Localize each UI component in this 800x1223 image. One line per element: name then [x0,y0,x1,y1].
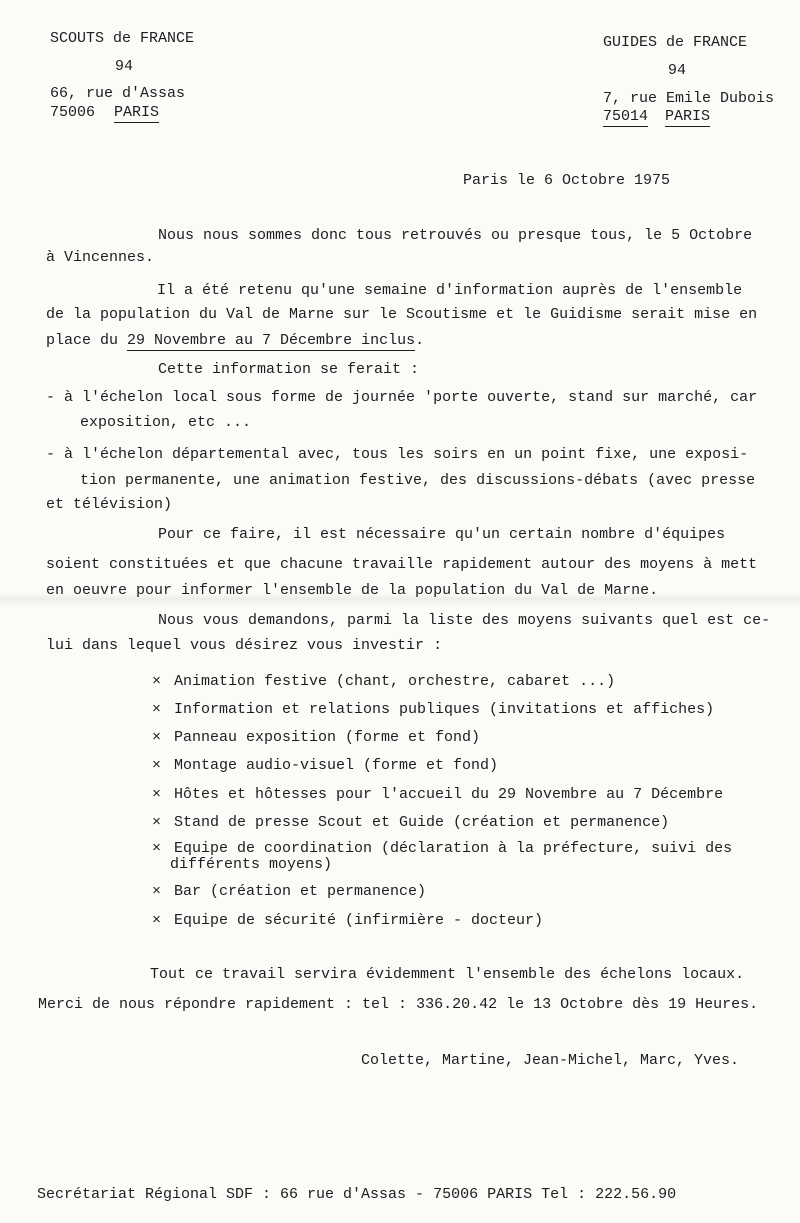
header-right-street: 7, rue Emile Dubois [603,90,775,107]
p3-line1: Cette information se ferait : [158,361,420,378]
bullet-x-icon: × [152,701,162,718]
p5-line1: Nous vous demandons, parmi la liste des moyens suivants quel est ce- [158,612,771,629]
p2-line3-end: . [415,332,425,349]
list-item-text: Equipe de coordination (déclaration à la préfecture, suivi des [174,840,733,857]
p1-line1: Nous nous sommes donc tous retrouvés ou presque tous, le 5 Octobre [158,227,753,244]
header-right-org: GUIDES de FRANCE [603,34,748,51]
list-item-continuation: différents moyens) [170,856,333,873]
bullet-x-icon: × [152,786,162,803]
list-item-text: Bar (création et permanence) [174,883,427,900]
closing-line1: Tout ce travail servira évidemment l'ensemble des échelons locaux. [150,966,745,983]
list-item-text: Hôtes et hôtesses pour l'accueil du 29 Novembre au 7 Décembre [174,786,724,803]
bullet-x-icon: × [152,814,162,831]
header-left-street: 66, rue d'Assas [50,85,186,102]
p2-line1: Il a été retenu qu'une semaine d'information auprès de l'ensemble [157,282,743,299]
list-item [152,814,669,831]
dash2-line3: et télévision) [46,496,173,513]
list-item [152,757,498,774]
date-line: Paris le 6 Octobre 1975 [463,172,671,189]
header-left-postcode: 75006 [50,104,96,121]
p2-date-range: 29 Novembre au 7 Décembre inclus [127,332,416,349]
list-item [152,840,732,857]
header-right-city: PARIS [665,108,711,125]
header-right-citypost [603,108,710,125]
bullet-x-icon: × [152,840,162,857]
list-item-text: Animation festive (chant, orchestre, cabaret ...) [174,673,616,690]
dash2-line1: - à l'échelon départemental avec, tous les soirs en un point fixe, une exposi- [46,446,749,463]
dash1-line2: exposition, etc ... [80,414,252,431]
header-left-org: SCOUTS de FRANCE [50,30,195,47]
header-right-dept: 94 [668,62,687,79]
p2-line3 [46,332,424,349]
list-item [152,883,426,900]
bullet-x-icon: × [152,673,162,690]
list-item-text: Stand de presse Scout et Guide (création et permanence) [174,814,670,831]
p4-line2: soient constituées et que chacune travaille rapidement autour des moyens à mett [46,556,758,573]
signature: Colette, Martine, Jean-Michel, Marc, Yves. [361,1052,740,1069]
header-left-citypost [50,104,159,121]
list-item [152,673,615,690]
p2-line3-start: place du [46,332,119,349]
p1-line2: à Vincennes. [46,249,155,266]
header-right-postcode: 75014 [603,108,649,125]
footer: Secrétariat Régional SDF : 66 rue d'Assas - 75006 PARIS Tel : 222.56.90 [37,1186,677,1203]
header-left-city: PARIS [114,104,160,121]
list-item [152,912,543,929]
bullet-x-icon: × [152,883,162,900]
bullet-x-icon: × [152,912,162,929]
p4-line3: en oeuvre pour informer l'ensemble de la population du Val de Marne. [46,582,659,599]
list-item-text: Panneau exposition (forme et fond) [174,729,481,746]
closing-line2: Merci de nous répondre rapidement : tel : 336.20.42 le 13 Octobre dès 19 Heures. [38,996,759,1013]
dash1-line1: - à l'échelon local sous forme de journée 'porte ouverte, stand sur marché, car [46,389,758,406]
list-item [152,729,480,746]
dash2-line2: tion permanente, une animation festive, des discussions-débats (avec presse [80,472,756,489]
list-item-text: Equipe de sécurité (infirmière - docteur) [174,912,544,929]
header-left-dept: 94 [115,58,134,75]
bullet-x-icon: × [152,729,162,746]
list-item [152,786,723,803]
p4-line1: Pour ce faire, il est nécessaire qu'un certain nombre d'équipes [158,526,726,543]
p5-line2: lui dans lequel vous désirez vous investir : [46,637,443,654]
p2-line2: de la population du Val de Marne sur le Scoutisme et le Guidisme serait mise en [46,306,758,323]
list-item-text: Information et relations publiques (invitations et affiches) [174,701,715,718]
bullet-x-icon: × [152,757,162,774]
list-item-text: Montage audio-visuel (forme et fond) [174,757,499,774]
list-item [152,701,714,718]
